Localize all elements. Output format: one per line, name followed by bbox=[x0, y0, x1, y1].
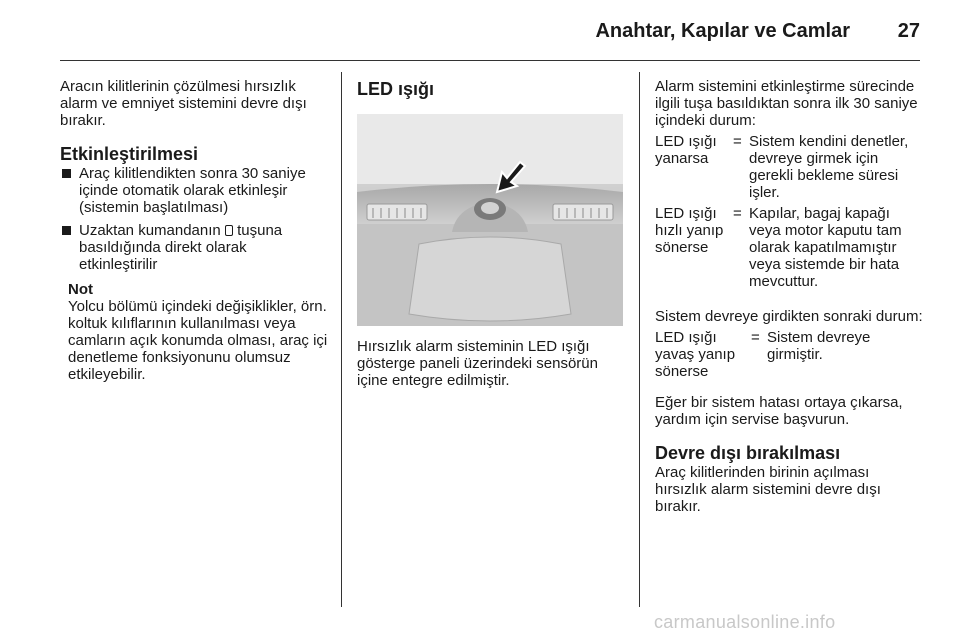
lock-icon bbox=[225, 225, 233, 236]
column-divider-2 bbox=[639, 72, 640, 607]
bullet-square-icon bbox=[62, 169, 71, 178]
error-text: Eğer bir sistem hatası ortaya çıkarsa, yardım için servise başvurun. bbox=[655, 394, 903, 428]
figure-caption: Hırsızlık alarm sisteminin LED ışığı gösterge paneli üzerindeki sensörün içine entegre edilmiştir. bbox=[357, 338, 598, 389]
status-equals: = bbox=[751, 329, 760, 346]
deactivation-text: Araç kilitlerinden birinin açılması hırsızlık alarm sistemini devre dışı bırakır. bbox=[655, 464, 881, 515]
bullet-text-wrap bbox=[79, 222, 328, 273]
bullet-item bbox=[60, 222, 328, 273]
armed-intro: Sistem devreye girdikten sonraki durum: bbox=[655, 308, 923, 325]
status-row bbox=[655, 205, 925, 290]
status-key: LED ışığı yanarsa bbox=[655, 133, 717, 167]
section-heading-activation: Etkinleştirilmesi bbox=[60, 144, 199, 164]
status-key: LED ışığı yavaş yanıp sönerse bbox=[655, 329, 736, 380]
column-middle bbox=[357, 78, 625, 389]
section-heading-deactivation: Devre dışı bırakılması bbox=[655, 443, 841, 463]
sensor-illustration bbox=[357, 114, 623, 326]
activation-intro: Alarm sistemini etkinleştirme sürecinde ilgili tuşa basıldıktan sonra ilk 30 saniye içindeki durum: bbox=[655, 78, 918, 129]
watermark: carmanualsonline.info bbox=[654, 612, 836, 632]
status-row bbox=[655, 133, 925, 201]
dashboard-sensor-photo bbox=[357, 114, 623, 326]
page-number: 27 bbox=[897, 20, 920, 42]
bullet-text: tuşuna basıldığında direkt olarak etkinleştirilir bbox=[79, 222, 283, 273]
column-left bbox=[60, 78, 328, 383]
section-heading-led: LED ışığı bbox=[357, 79, 435, 99]
note-text: Yolcu bölümü içindeki değişiklikler, örn. koltuk kılıflarının kullanılması veya camların açık konumda olması, araç içi denetleme fonksiyonunu olumsuz etkileyebilir. bbox=[68, 298, 328, 383]
status-value: Sistem devreye girmiştir. bbox=[767, 329, 871, 363]
header-title: Anahtar, Kapılar ve Camlar bbox=[595, 20, 850, 42]
bullet-text: Uzaktan kumandanın bbox=[79, 222, 221, 239]
bullet-text: Araç kilitlendikten sonra 30 saniye içinde otomatik olarak etkinleşir (sistemin başlatılması) bbox=[79, 165, 306, 216]
status-equals: = bbox=[733, 133, 742, 150]
status-key: LED ışığı hızlı yanıp sönerse bbox=[655, 205, 724, 256]
status-value: Sistem kendini denetler, devreye girmek için gerekli bekleme süresi işler. bbox=[749, 133, 909, 201]
note-title: Not bbox=[68, 281, 93, 298]
status-row bbox=[655, 329, 925, 380]
column-divider-1 bbox=[341, 72, 342, 607]
column-right bbox=[655, 78, 925, 515]
bullet-square-icon bbox=[62, 226, 71, 235]
bullet-item bbox=[60, 165, 328, 216]
header-rule bbox=[60, 60, 920, 61]
status-value: Kapılar, bagaj kapağı veya motor kaputu tam olarak kapatılmamıştır veya sistemde bir hata mevcuttur. bbox=[749, 205, 902, 290]
intro-text: Aracın kilitlerinin çözülmesi hırsızlık alarm ve emniyet sistemini devre dışı bırakır. bbox=[60, 78, 307, 129]
status-equals: = bbox=[733, 205, 742, 222]
